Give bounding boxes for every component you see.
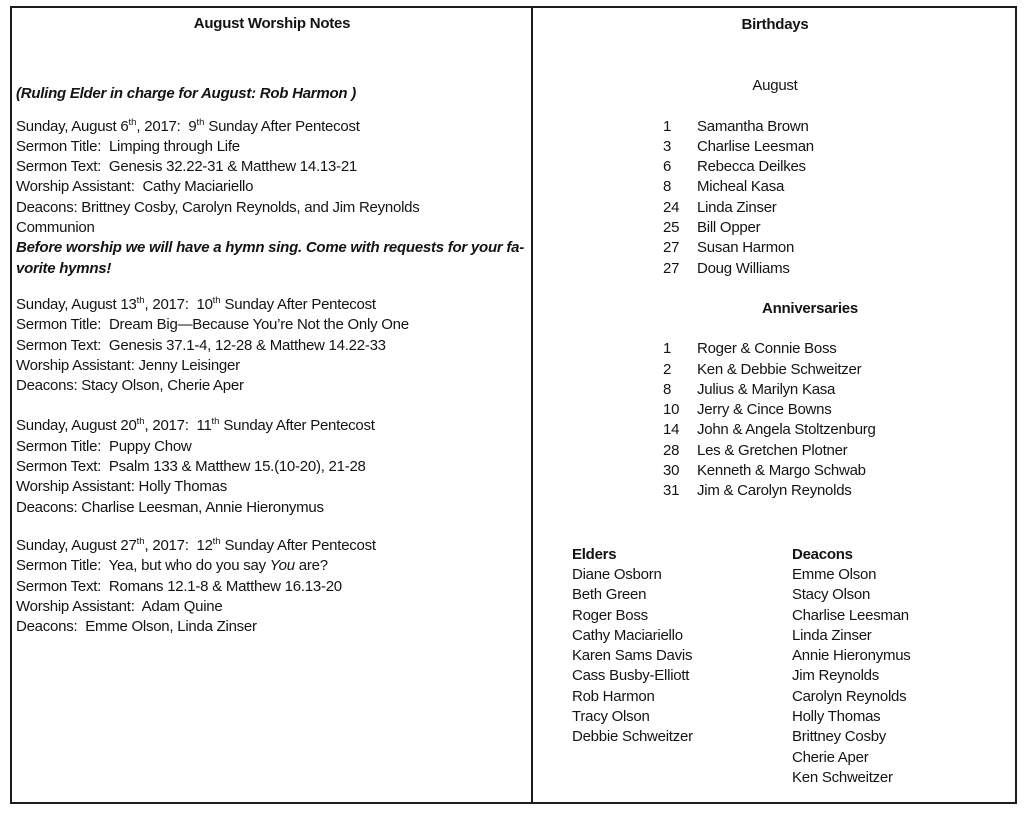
anniversary-day: 31 <box>663 482 680 500</box>
deacon-name: Stacy Olson <box>792 586 871 604</box>
anniversary-day: 2 <box>663 360 672 378</box>
anniversary-row <box>663 420 1015 440</box>
service-date <box>16 117 528 137</box>
birthday-row <box>663 117 1015 137</box>
officers-section <box>535 545 1015 789</box>
service-block-august-27 <box>16 536 528 637</box>
elders-title: Elders <box>572 545 617 563</box>
anniversary-name: Jim & Carolyn Reynolds <box>697 482 852 500</box>
anniversaries-list <box>535 339 1015 501</box>
ordinal-suffix: th <box>128 116 137 128</box>
deacon-name: Charlise Leesman <box>792 606 909 624</box>
birthday-row <box>663 238 1015 258</box>
date-text: Sunday, August 13 <box>16 295 137 313</box>
elder-name: Tracy Olson <box>572 708 650 726</box>
hymn-sing-note-line-2: vorite hymns! <box>16 259 112 277</box>
ordinal-suffix: th <box>212 535 221 547</box>
birthday-row <box>663 137 1015 157</box>
newsletter-sheet <box>10 6 1017 804</box>
anniversary-row <box>663 380 1015 400</box>
anniversary-day: 10 <box>663 401 680 419</box>
deacon-name: Linda Zinser <box>792 626 872 644</box>
anniversary-row <box>663 461 1015 481</box>
elder-name: Karen Sams Davis <box>572 647 693 665</box>
sermon-title-emphasis: You <box>269 557 295 575</box>
sermon-text-line: Sermon Text: Genesis 37.1-4, 12-28 & Matthew 14.22-33 <box>16 336 386 354</box>
sermon-title-line: Sermon Title: Dream Big—Because You’re Not the Only One <box>16 316 409 334</box>
birthday-name: Samantha Brown <box>697 117 809 135</box>
deacon-name: Emme Olson <box>792 565 877 583</box>
birthday-row <box>663 259 1015 279</box>
birthdays-list <box>535 117 1015 279</box>
birthday-name: Linda Zinser <box>697 198 777 216</box>
birthday-day: 6 <box>663 158 672 176</box>
birthday-day: 1 <box>663 117 672 135</box>
birthday-day: 27 <box>663 259 680 277</box>
service-block-august-20 <box>16 416 528 517</box>
elder-name: Diane Osborn <box>572 565 662 583</box>
ordinal-suffix: th <box>136 535 145 547</box>
anniversary-name: Jerry & Cince Bowns <box>697 401 832 419</box>
date-text: , 2017: 10 <box>144 295 213 313</box>
anniversary-day: 14 <box>663 421 680 439</box>
service-block-august-6 <box>16 117 528 279</box>
worship-assistant-line: Worship Assistant: Cathy Maciariello <box>16 178 254 196</box>
ordinal-suffix: th <box>136 416 145 428</box>
anniversary-name: Ken & Debbie Schweitzer <box>697 360 862 378</box>
sermon-text-line: Sermon Text: Psalm 133 & Matthew 15.(10-20), 21-28 <box>16 458 366 476</box>
birthday-row <box>663 218 1015 238</box>
deacon-name: Carolyn Reynolds <box>792 687 907 705</box>
service-date <box>16 416 528 436</box>
birthday-name: Micheal Kasa <box>697 178 785 196</box>
service-date <box>16 295 528 315</box>
deacons-line: Deacons: Emme Olson, Linda Zinser <box>16 618 257 636</box>
worship-assistant-line: Worship Assistant: Jenny Leisinger <box>16 356 240 374</box>
birthday-name: Charlise Leesman <box>697 137 814 155</box>
sermon-title-text: Sermon Title: Yea, but who do you say <box>16 557 270 575</box>
date-text: Sunday After Pentecost <box>219 417 375 435</box>
anniversary-name: Les & Gretchen Plotner <box>697 441 848 459</box>
sermon-text-line: Sermon Text: Romans 12.1-8 & Matthew 16.13-20 <box>16 577 342 595</box>
birthday-day: 3 <box>663 137 672 155</box>
date-text: , 2017: 12 <box>144 536 213 554</box>
worship-notes-title: August Worship Notes <box>193 15 351 32</box>
date-text: , 2017: 11 <box>144 417 212 435</box>
deacon-name: Jim Reynolds <box>792 667 880 685</box>
elder-name: Cathy Maciariello <box>572 626 683 644</box>
birthday-row <box>663 157 1015 177</box>
deacons-column <box>792 545 1012 789</box>
deacon-name: Annie Hieronymus <box>792 647 911 665</box>
sermon-text-line: Sermon Text: Genesis 32.22-31 & Matthew 14.13-21 <box>16 158 358 176</box>
anniversary-name: Kenneth & Margo Schwab <box>697 462 866 480</box>
birthday-name: Rebecca Deilkes <box>697 158 806 176</box>
birthday-day: 25 <box>663 219 680 237</box>
elders-column <box>572 545 792 789</box>
ordinal-suffix: th <box>212 294 221 306</box>
anniversaries-title: Anniversaries <box>762 299 858 317</box>
anniversary-day: 28 <box>663 441 680 459</box>
elder-name: Cass Busby-Elliott <box>572 667 690 685</box>
birthday-row <box>663 177 1015 197</box>
worship-assistant-line: Worship Assistant: Holly Thomas <box>16 478 227 496</box>
service-date <box>16 536 528 556</box>
birthday-name: Bill Opper <box>697 219 761 237</box>
deacons-title: Deacons <box>792 545 853 563</box>
deacon-name: Holly Thomas <box>792 708 881 726</box>
sermon-title-line <box>16 556 528 576</box>
anniversary-day: 8 <box>663 380 672 398</box>
service-block-august-13 <box>16 295 528 396</box>
ordinal-suffix: th <box>136 294 145 306</box>
worship-notes-panel <box>10 6 533 804</box>
sermon-title-line: Sermon Title: Puppy Chow <box>16 437 192 455</box>
anniversary-name: Roger & Connie Boss <box>697 340 837 358</box>
anniversary-day: 1 <box>663 340 672 358</box>
ordinal-suffix: th <box>211 416 220 428</box>
deacons-line: Deacons: Brittney Cosby, Carolyn Reynolds, and Jim Reynolds <box>16 198 420 216</box>
communion-line: Communion <box>16 219 95 237</box>
date-text: , 2017: 9 <box>136 117 197 135</box>
anniversary-row <box>663 360 1015 380</box>
elder-name: Debbie Schweitzer <box>572 728 693 746</box>
deacons-line: Deacons: Stacy Olson, Cherie Aper <box>16 377 244 395</box>
anniversary-row <box>663 481 1015 501</box>
elder-name: Rob Harmon <box>572 687 655 705</box>
birthday-name: Doug Williams <box>697 259 790 277</box>
birthday-day: 27 <box>663 239 680 257</box>
deacon-name: Ken Schweitzer <box>792 768 893 786</box>
deacons-line: Deacons: Charlise Leesman, Annie Hieronymus <box>16 498 324 516</box>
birthday-row <box>663 198 1015 218</box>
hymn-sing-note-line-1: Before worship we will have a hymn sing. Come with requests for your fa- <box>16 239 524 257</box>
ordinal-suffix: th <box>196 116 205 128</box>
date-text: Sunday, August 20 <box>16 417 137 435</box>
birthdays-month-label: August <box>752 77 798 95</box>
deacon-name: Brittney Cosby <box>792 728 887 746</box>
date-text: Sunday, August 6 <box>16 117 129 135</box>
worship-assistant-line: Worship Assistant: Adam Quine <box>16 597 223 615</box>
birthdays-panel <box>533 6 1017 804</box>
birthday-name: Susan Harmon <box>697 239 795 257</box>
anniversary-day: 30 <box>663 462 680 480</box>
sermon-title-text: are? <box>294 557 328 575</box>
anniversary-name: John & Angela Stoltzenburg <box>697 421 876 439</box>
date-text: Sunday After Pentecost <box>220 536 376 554</box>
anniversary-row <box>663 441 1015 461</box>
elder-name: Beth Green <box>572 586 647 604</box>
date-text: Sunday After Pentecost <box>220 295 376 313</box>
birthday-day: 24 <box>663 198 680 216</box>
date-text: Sunday After Pentecost <box>204 117 360 135</box>
anniversary-name: Julius & Marilyn Kasa <box>697 380 836 398</box>
anniversary-row <box>663 339 1015 359</box>
birthday-day: 8 <box>663 178 672 196</box>
birthdays-title: Birthdays <box>741 16 809 33</box>
date-text: Sunday, August 27 <box>16 536 137 554</box>
sermon-title-line: Sermon Title: Limping through Life <box>16 137 240 155</box>
elder-name: Roger Boss <box>572 606 648 624</box>
ruling-elder-note: (Ruling Elder in charge for August: Rob Harmon ) <box>16 85 356 103</box>
anniversary-row <box>663 400 1015 420</box>
deacon-name: Cherie Aper <box>792 748 869 766</box>
